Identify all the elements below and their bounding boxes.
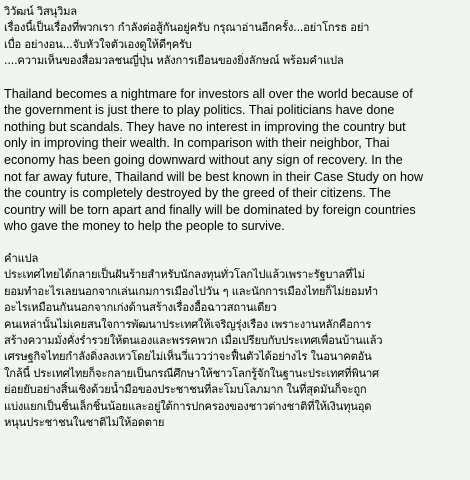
english-line: the government is just there to play politics. Thai politicians have done: [4, 103, 395, 118]
english-line: Thailand becomes a nightmare for investors all over the world because of: [4, 86, 413, 101]
paragraph-gap: [4, 70, 466, 86]
english-line: country will be torn apart and finally will be dominated by foreign countries: [4, 202, 416, 217]
translation-line: เศรษฐกิจไทยกำลังดิ่งลงเหวโดยไม่เห็นวี่แววว่าจะฟื้นตัวได้อย่างไร ในอนาคตอัน: [4, 350, 372, 364]
intro-line: ....ความเห็นของสื่อมวลชนญี่ปุ่น หลังการเยือนของยิ่งลักษณ์ พร้อมคำแปล: [4, 54, 344, 68]
translation-line: ยอมทำอะไรเลยนอกจากเล่นเกมการเมืองไปวัน ๆ และนักการเมืองไทยก็ไม่ยอมทำ: [4, 284, 378, 298]
english-line: who gave the money to help the people to survive.: [4, 219, 285, 234]
paragraph-gap: [4, 235, 466, 251]
translation-line: ใกล้นี้ ประเทศไทยก็จะกลายเป็นกรณีศึกษาให้ชาวโลกรู้จักในฐานะประเทศที่พินาศ: [4, 366, 379, 380]
english-line: economy has been going downward without any sign of recovery. In the: [4, 153, 403, 167]
thai-translation: [4, 251, 466, 431]
english-paragraph: [4, 86, 466, 235]
translation-line: อะไรเหมือนกันนอกจากเก่งด้านสร้างเรื่องอื้อฉาวสถานเดียว: [4, 301, 277, 315]
translation-heading: คำแปล: [4, 251, 39, 265]
translation-line: ประเทศไทยได้กลายเป็นฝันร้ายสำหรับนักลงทุนทั่วโลกไปแล้วเพราะรัฐบาลที่ไม่: [4, 268, 365, 282]
english-line: not far away future, Thailand will be best known in their Case Study on how: [4, 169, 424, 184]
translation-line: แบ่งแยกเป็นชิ้นเล็กชิ้นน้อยและอยู่ใต้การปกครองของชาวต่างชาติที่ให้เงินทุนอุด: [4, 399, 372, 413]
intro-line: เรื่องนี้เป็นเรื่องที่พวกเรา กำลังต่อสู้กันอยู่ครับ กรุณาอ่านอีกครั้ง...อย่าโกรธ อย่า: [4, 21, 370, 35]
translation-line: ย่อยยับอย่างสิ้นเชิงด้วยน้ำมือของประชาชนที่ละโมบโลภมาก ในที่สุดมันก็จะถูก: [4, 383, 367, 397]
intro-line: เบื่อ อย่างอน...จับหัวใจตัวเองดูให้ดีๆครับ: [4, 37, 192, 51]
english-line: nothing but scandals. They have no interest in improving the country but: [4, 119, 406, 134]
article-header: [4, 4, 466, 70]
translation-line: คนเหล่านั้นไม่เคยสนใจการพัฒนาประเทศให้เจริญรุ่งเรือง เพราะงานหลักคือการ: [4, 317, 372, 331]
english-line: the country is completely destroyed by the greed of their citizens. The: [4, 186, 391, 201]
author-name: วิวัฒน์ วิสนุวิมล: [4, 5, 77, 18]
translation-line: สร้างความมั่งคั่งร่ำรวยให้ตนเองและพรรคพวก เมื่อเปรียบกับประเทศเพื่อนบ้านแล้ว: [4, 334, 383, 347]
translation-line: หนุนประชาชนในชาติไม่ให้อดตาย: [4, 416, 165, 430]
english-line: only in improving their wealth. In comparison with their neighbor, Thai: [4, 136, 390, 151]
